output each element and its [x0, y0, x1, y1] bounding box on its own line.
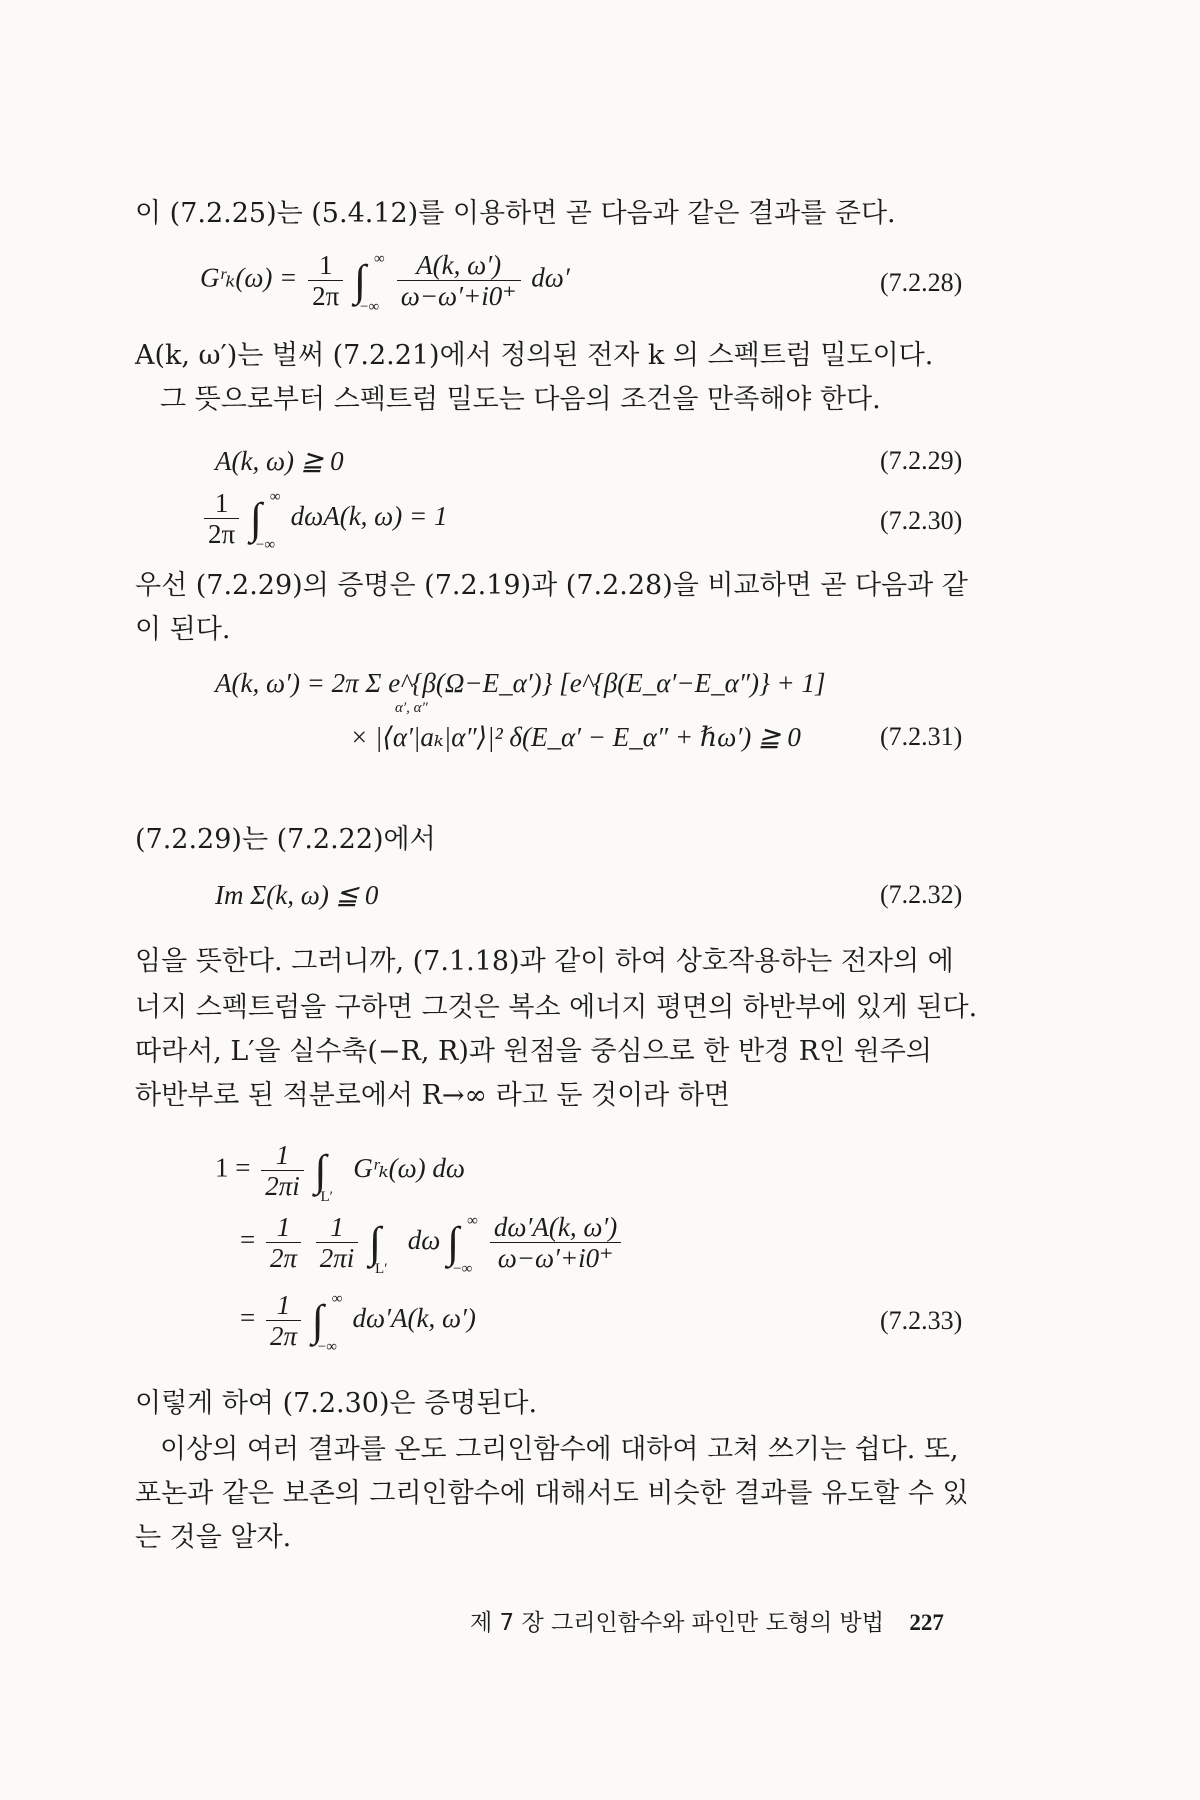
paragraph-line: 임을 뜻한다. 그러니까, (7.1.18)과 같이 하여 상호작용하는 전자의 에 — [135, 946, 954, 977]
equation-number: (7.2.31) — [880, 722, 963, 751]
paragraph-line: 이 (7.2.25)는 (5.4.12)를 이용하면 곧 다음과 같은 결과를 준다. — [135, 198, 896, 229]
equation-7-2-32: Im Σ(k, ω) ≦ 0 — [215, 880, 379, 910]
equation-7-2-33-line-2: = $\frac{1}{2\pi}$ $\frac{1}{2\pi i}$ ∫ L′ dω ∫ ∞ −∞ $\frac{d\omega'A(k, \omega')}{\omega-\omega'+i0^+}$ — [240, 1212, 625, 1273]
page-number: 227 — [909, 1610, 944, 1635]
paragraph-line: 이렇게 하여 (7.2.30)은 증명된다. — [135, 1388, 538, 1419]
equation-7-2-29: A(k, ω) ≧ 0 — [215, 446, 344, 476]
page-footer — [470, 1604, 944, 1637]
sum-subscript: α′, α″ — [395, 700, 428, 716]
chapter-title: 제 7 장 그리인함수와 파인만 도형의 방법 — [470, 1610, 884, 1636]
equation-7-2-30: $\frac{1}{2\pi}$ ∫ ∞ −∞ dωA(k, ω) = 1 — [200, 488, 447, 549]
equation-7-2-31-line-2: × |⟨α′|aₖ|α″⟩|² δ(E_α′ − E_α″ + ℏω′) ≧ 0 — [350, 722, 801, 752]
equation-number: (7.2.33) — [880, 1306, 963, 1335]
paragraph-line: 포논과 같은 보존의 그리인함수에 대해서도 비슷한 결과를 유도할 수 있 — [135, 1478, 969, 1509]
equation-number: (7.2.30) — [880, 506, 963, 535]
equation-7-2-31-line-1: A(k, ω′) = 2π Σ e^{β(Ω−E_α′)} [e^{β(E_α′−E_α″)} + 1] — [215, 668, 826, 698]
paragraph-line: (7.2.29)는 (7.2.22)에서 — [135, 824, 436, 855]
paragraph-line: 하반부로 된 적분로에서 R→∞ 라고 둔 것이라 하면 — [135, 1080, 730, 1111]
paragraph-line: A(k, ω′)는 벌써 (7.2.21)에서 정의된 전자 k 의 스펙트럼 밀도이다. — [135, 340, 934, 371]
equation-number: (7.2.28) — [880, 268, 963, 297]
paragraph-line: 우선 (7.2.29)의 증명은 (7.2.19)과 (7.2.28)을 비교하면 곧 다음과 같 — [135, 570, 968, 601]
paragraph-line: 이상의 여러 결과를 온도 그리인함수에 대하여 고쳐 쓰기는 쉽다. 또, — [160, 1434, 959, 1465]
equation-7-2-33-line-3: = $\frac{1}{2\pi}$ ∫ ∞ −∞ dω′A(k, ω′) — [240, 1290, 476, 1355]
equation-7-2-28: Gʳₖ(ω) = $\frac{1}{2\pi}$ ∫ ∞ −∞ $\frac{A(k, \omega')}{\omega-\omega'+i0^+}$ dω′ — [200, 250, 570, 315]
paragraph-line: 이 된다. — [135, 614, 231, 645]
equation-7-2-33-line-1: 1 = $\frac{1}{2\pi i}$ ∫ L′ Gʳₖ(ω) dω — [215, 1140, 465, 1205]
equation-number: (7.2.32) — [880, 880, 963, 909]
paragraph-line: 는 것을 알자. — [135, 1522, 292, 1553]
paragraph-line: 너지 스펙트럼을 구하면 그것은 복소 에너지 평면의 하반부에 있게 된다. — [135, 992, 978, 1023]
paragraph-line: 그 뜻으로부터 스펙트럼 밀도는 다음의 조건을 만족해야 한다. — [160, 384, 881, 415]
paragraph-line: 따라서, L′을 실수축(−R, R)과 원점을 중심으로 한 반경 R인 원주의 — [135, 1036, 932, 1067]
equation-number: (7.2.29) — [880, 446, 963, 475]
